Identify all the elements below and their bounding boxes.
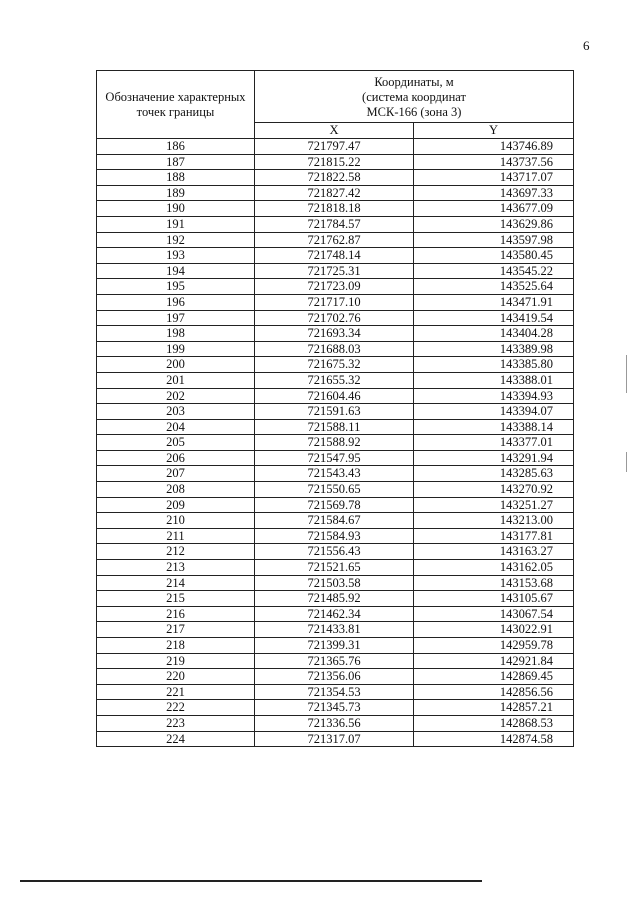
x-coordinate-cell: 721485.92 bbox=[255, 591, 414, 607]
table-row bbox=[97, 294, 574, 310]
x-coordinate-cell: 721675.32 bbox=[255, 357, 414, 373]
y-coordinate-cell: 143746.89 bbox=[414, 139, 574, 155]
x-coordinate-cell: 721748.14 bbox=[255, 248, 414, 264]
point-number-cell: 216 bbox=[97, 606, 255, 622]
point-number-cell: 189 bbox=[97, 185, 255, 201]
table-row bbox=[97, 528, 574, 544]
point-number-cell: 218 bbox=[97, 638, 255, 654]
y-coordinate-cell: 143677.09 bbox=[414, 201, 574, 217]
x-coordinate-cell: 721762.87 bbox=[255, 232, 414, 248]
table-row bbox=[97, 700, 574, 716]
x-coordinate-cell: 721584.93 bbox=[255, 528, 414, 544]
x-coordinate-cell: 721827.42 bbox=[255, 185, 414, 201]
y-coordinate-cell: 143419.54 bbox=[414, 310, 574, 326]
coordinates-header-line2: (система координат bbox=[362, 90, 466, 104]
point-number-cell: 197 bbox=[97, 310, 255, 326]
x-coordinate-cell: 721462.34 bbox=[255, 606, 414, 622]
x-column-header: X bbox=[255, 123, 414, 139]
y-coordinate-cell: 143105.67 bbox=[414, 591, 574, 607]
point-number-cell: 199 bbox=[97, 341, 255, 357]
y-coordinate-cell: 142959.78 bbox=[414, 638, 574, 654]
x-coordinate-cell: 721588.11 bbox=[255, 419, 414, 435]
table-row bbox=[97, 139, 574, 155]
point-number-cell: 196 bbox=[97, 294, 255, 310]
point-designation-header: Обозначение характерных точек границы bbox=[97, 71, 255, 139]
coordinates-header-line3: МСК-166 (зона 3) bbox=[366, 105, 462, 119]
point-number-cell: 195 bbox=[97, 279, 255, 295]
y-coordinate-cell: 143394.07 bbox=[414, 404, 574, 420]
point-number-cell: 194 bbox=[97, 263, 255, 279]
point-number-cell: 190 bbox=[97, 201, 255, 217]
point-number-cell: 212 bbox=[97, 544, 255, 560]
table-row bbox=[97, 263, 574, 279]
x-coordinate-cell: 721588.92 bbox=[255, 435, 414, 451]
table-row bbox=[97, 513, 574, 529]
x-coordinate-cell: 721556.43 bbox=[255, 544, 414, 560]
point-number-cell: 220 bbox=[97, 669, 255, 685]
y-coordinate-cell: 143022.91 bbox=[414, 622, 574, 638]
x-coordinate-cell: 721503.58 bbox=[255, 575, 414, 591]
point-number-cell: 192 bbox=[97, 232, 255, 248]
point-number-cell: 193 bbox=[97, 248, 255, 264]
table-row bbox=[97, 248, 574, 264]
point-number-cell: 224 bbox=[97, 731, 255, 747]
point-number-cell: 186 bbox=[97, 139, 255, 155]
point-number-cell: 187 bbox=[97, 154, 255, 170]
table-row bbox=[97, 326, 574, 342]
x-coordinate-cell: 721354.53 bbox=[255, 684, 414, 700]
x-coordinate-cell: 721717.10 bbox=[255, 294, 414, 310]
point-number-cell: 204 bbox=[97, 419, 255, 435]
point-number-cell: 219 bbox=[97, 653, 255, 669]
point-number-cell: 221 bbox=[97, 684, 255, 700]
table-row bbox=[97, 450, 574, 466]
table-row bbox=[97, 731, 574, 747]
table-row bbox=[97, 435, 574, 451]
point-number-cell: 208 bbox=[97, 482, 255, 498]
y-coordinate-cell: 143163.27 bbox=[414, 544, 574, 560]
x-coordinate-cell: 721345.73 bbox=[255, 700, 414, 716]
table-row bbox=[97, 185, 574, 201]
table-row bbox=[97, 310, 574, 326]
table-row bbox=[97, 216, 574, 232]
point-number-cell: 215 bbox=[97, 591, 255, 607]
y-coordinate-cell: 143251.27 bbox=[414, 497, 574, 513]
y-coordinate-cell: 143270.92 bbox=[414, 482, 574, 498]
table-row bbox=[97, 638, 574, 654]
x-coordinate-cell: 721693.34 bbox=[255, 326, 414, 342]
point-number-cell: 200 bbox=[97, 357, 255, 373]
point-number-cell: 202 bbox=[97, 388, 255, 404]
table-row bbox=[97, 372, 574, 388]
x-coordinate-cell: 721702.76 bbox=[255, 310, 414, 326]
table-row bbox=[97, 715, 574, 731]
y-coordinate-cell: 143177.81 bbox=[414, 528, 574, 544]
table-row bbox=[97, 357, 574, 373]
y-coordinate-cell: 143394.93 bbox=[414, 388, 574, 404]
point-number-cell: 210 bbox=[97, 513, 255, 529]
y-coordinate-cell: 143597.98 bbox=[414, 232, 574, 248]
table-row bbox=[97, 575, 574, 591]
x-coordinate-cell: 721365.76 bbox=[255, 653, 414, 669]
y-coordinate-cell: 142857.21 bbox=[414, 700, 574, 716]
x-coordinate-cell: 721822.58 bbox=[255, 170, 414, 186]
y-coordinate-cell: 143377.01 bbox=[414, 435, 574, 451]
x-coordinate-cell: 721723.09 bbox=[255, 279, 414, 295]
x-coordinate-cell: 721550.65 bbox=[255, 482, 414, 498]
table-row bbox=[97, 404, 574, 420]
coordinates-table bbox=[96, 70, 573, 747]
y-coordinate-cell: 143067.54 bbox=[414, 606, 574, 622]
x-coordinate-cell: 721655.32 bbox=[255, 372, 414, 388]
table-row bbox=[97, 653, 574, 669]
x-coordinate-cell: 721336.56 bbox=[255, 715, 414, 731]
y-coordinate-cell: 143404.28 bbox=[414, 326, 574, 342]
y-coordinate-cell: 142856.56 bbox=[414, 684, 574, 700]
x-coordinate-cell: 721543.43 bbox=[255, 466, 414, 482]
y-coordinate-cell: 143471.91 bbox=[414, 294, 574, 310]
x-coordinate-cell: 721317.07 bbox=[255, 731, 414, 747]
x-coordinate-cell: 721604.46 bbox=[255, 388, 414, 404]
table-row bbox=[97, 170, 574, 186]
point-number-cell: 201 bbox=[97, 372, 255, 388]
table-row bbox=[97, 341, 574, 357]
table-row bbox=[97, 560, 574, 576]
table-row bbox=[97, 669, 574, 685]
point-number-cell: 205 bbox=[97, 435, 255, 451]
point-number-cell: 188 bbox=[97, 170, 255, 186]
table-row bbox=[97, 466, 574, 482]
y-column-header: Y bbox=[414, 123, 574, 139]
footer-rule bbox=[20, 880, 482, 882]
y-coordinate-cell: 142869.45 bbox=[414, 669, 574, 685]
table-row bbox=[97, 201, 574, 217]
y-coordinate-cell: 143580.45 bbox=[414, 248, 574, 264]
coordinates-header bbox=[255, 71, 574, 123]
table-body bbox=[97, 139, 574, 747]
coordinates-header-line1: Координаты, м bbox=[374, 75, 454, 89]
y-coordinate-cell: 143162.05 bbox=[414, 560, 574, 576]
scan-edge-mark bbox=[626, 355, 627, 393]
table-row bbox=[97, 606, 574, 622]
x-coordinate-cell: 721797.47 bbox=[255, 139, 414, 155]
table-row bbox=[97, 482, 574, 498]
y-coordinate-cell: 143388.01 bbox=[414, 372, 574, 388]
table-row bbox=[97, 154, 574, 170]
x-coordinate-cell: 721815.22 bbox=[255, 154, 414, 170]
y-coordinate-cell: 142874.58 bbox=[414, 731, 574, 747]
scan-edge-mark bbox=[626, 452, 627, 472]
y-coordinate-cell: 143153.68 bbox=[414, 575, 574, 591]
table-row bbox=[97, 684, 574, 700]
x-coordinate-cell: 721688.03 bbox=[255, 341, 414, 357]
point-number-cell: 203 bbox=[97, 404, 255, 420]
point-number-cell: 206 bbox=[97, 450, 255, 466]
y-coordinate-cell: 143213.00 bbox=[414, 513, 574, 529]
y-coordinate-cell: 143737.56 bbox=[414, 154, 574, 170]
point-number-cell: 191 bbox=[97, 216, 255, 232]
table-row bbox=[97, 622, 574, 638]
point-number-cell: 207 bbox=[97, 466, 255, 482]
y-coordinate-cell: 142868.53 bbox=[414, 715, 574, 731]
x-coordinate-cell: 721521.65 bbox=[255, 560, 414, 576]
x-coordinate-cell: 721784.57 bbox=[255, 216, 414, 232]
y-coordinate-cell: 143389.98 bbox=[414, 341, 574, 357]
point-number-cell: 217 bbox=[97, 622, 255, 638]
table-row bbox=[97, 279, 574, 295]
y-coordinate-cell: 143629.86 bbox=[414, 216, 574, 232]
y-coordinate-cell: 143525.64 bbox=[414, 279, 574, 295]
x-coordinate-cell: 721818.18 bbox=[255, 201, 414, 217]
y-coordinate-cell: 143291.94 bbox=[414, 450, 574, 466]
x-coordinate-cell: 721591.63 bbox=[255, 404, 414, 420]
x-coordinate-cell: 721356.06 bbox=[255, 669, 414, 685]
table-row bbox=[97, 591, 574, 607]
point-number-cell: 214 bbox=[97, 575, 255, 591]
point-number-cell: 198 bbox=[97, 326, 255, 342]
point-number-cell: 211 bbox=[97, 528, 255, 544]
y-coordinate-cell: 143385.80 bbox=[414, 357, 574, 373]
point-number-cell: 209 bbox=[97, 497, 255, 513]
y-coordinate-cell: 143545.22 bbox=[414, 263, 574, 279]
table-row bbox=[97, 388, 574, 404]
table-row bbox=[97, 497, 574, 513]
table-row bbox=[97, 544, 574, 560]
y-coordinate-cell: 143697.33 bbox=[414, 185, 574, 201]
y-coordinate-cell: 143388.14 bbox=[414, 419, 574, 435]
x-coordinate-cell: 721399.31 bbox=[255, 638, 414, 654]
x-coordinate-cell: 721725.31 bbox=[255, 263, 414, 279]
table-row bbox=[97, 232, 574, 248]
x-coordinate-cell: 721547.95 bbox=[255, 450, 414, 466]
y-coordinate-cell: 143285.63 bbox=[414, 466, 574, 482]
x-coordinate-cell: 721584.67 bbox=[255, 513, 414, 529]
y-coordinate-cell: 142921.84 bbox=[414, 653, 574, 669]
page-number: 6 bbox=[583, 38, 590, 53]
table-row bbox=[97, 419, 574, 435]
x-coordinate-cell: 721569.78 bbox=[255, 497, 414, 513]
x-coordinate-cell: 721433.81 bbox=[255, 622, 414, 638]
y-coordinate-cell: 143717.07 bbox=[414, 170, 574, 186]
point-number-cell: 213 bbox=[97, 560, 255, 576]
point-number-cell: 222 bbox=[97, 700, 255, 716]
point-number-cell: 223 bbox=[97, 715, 255, 731]
